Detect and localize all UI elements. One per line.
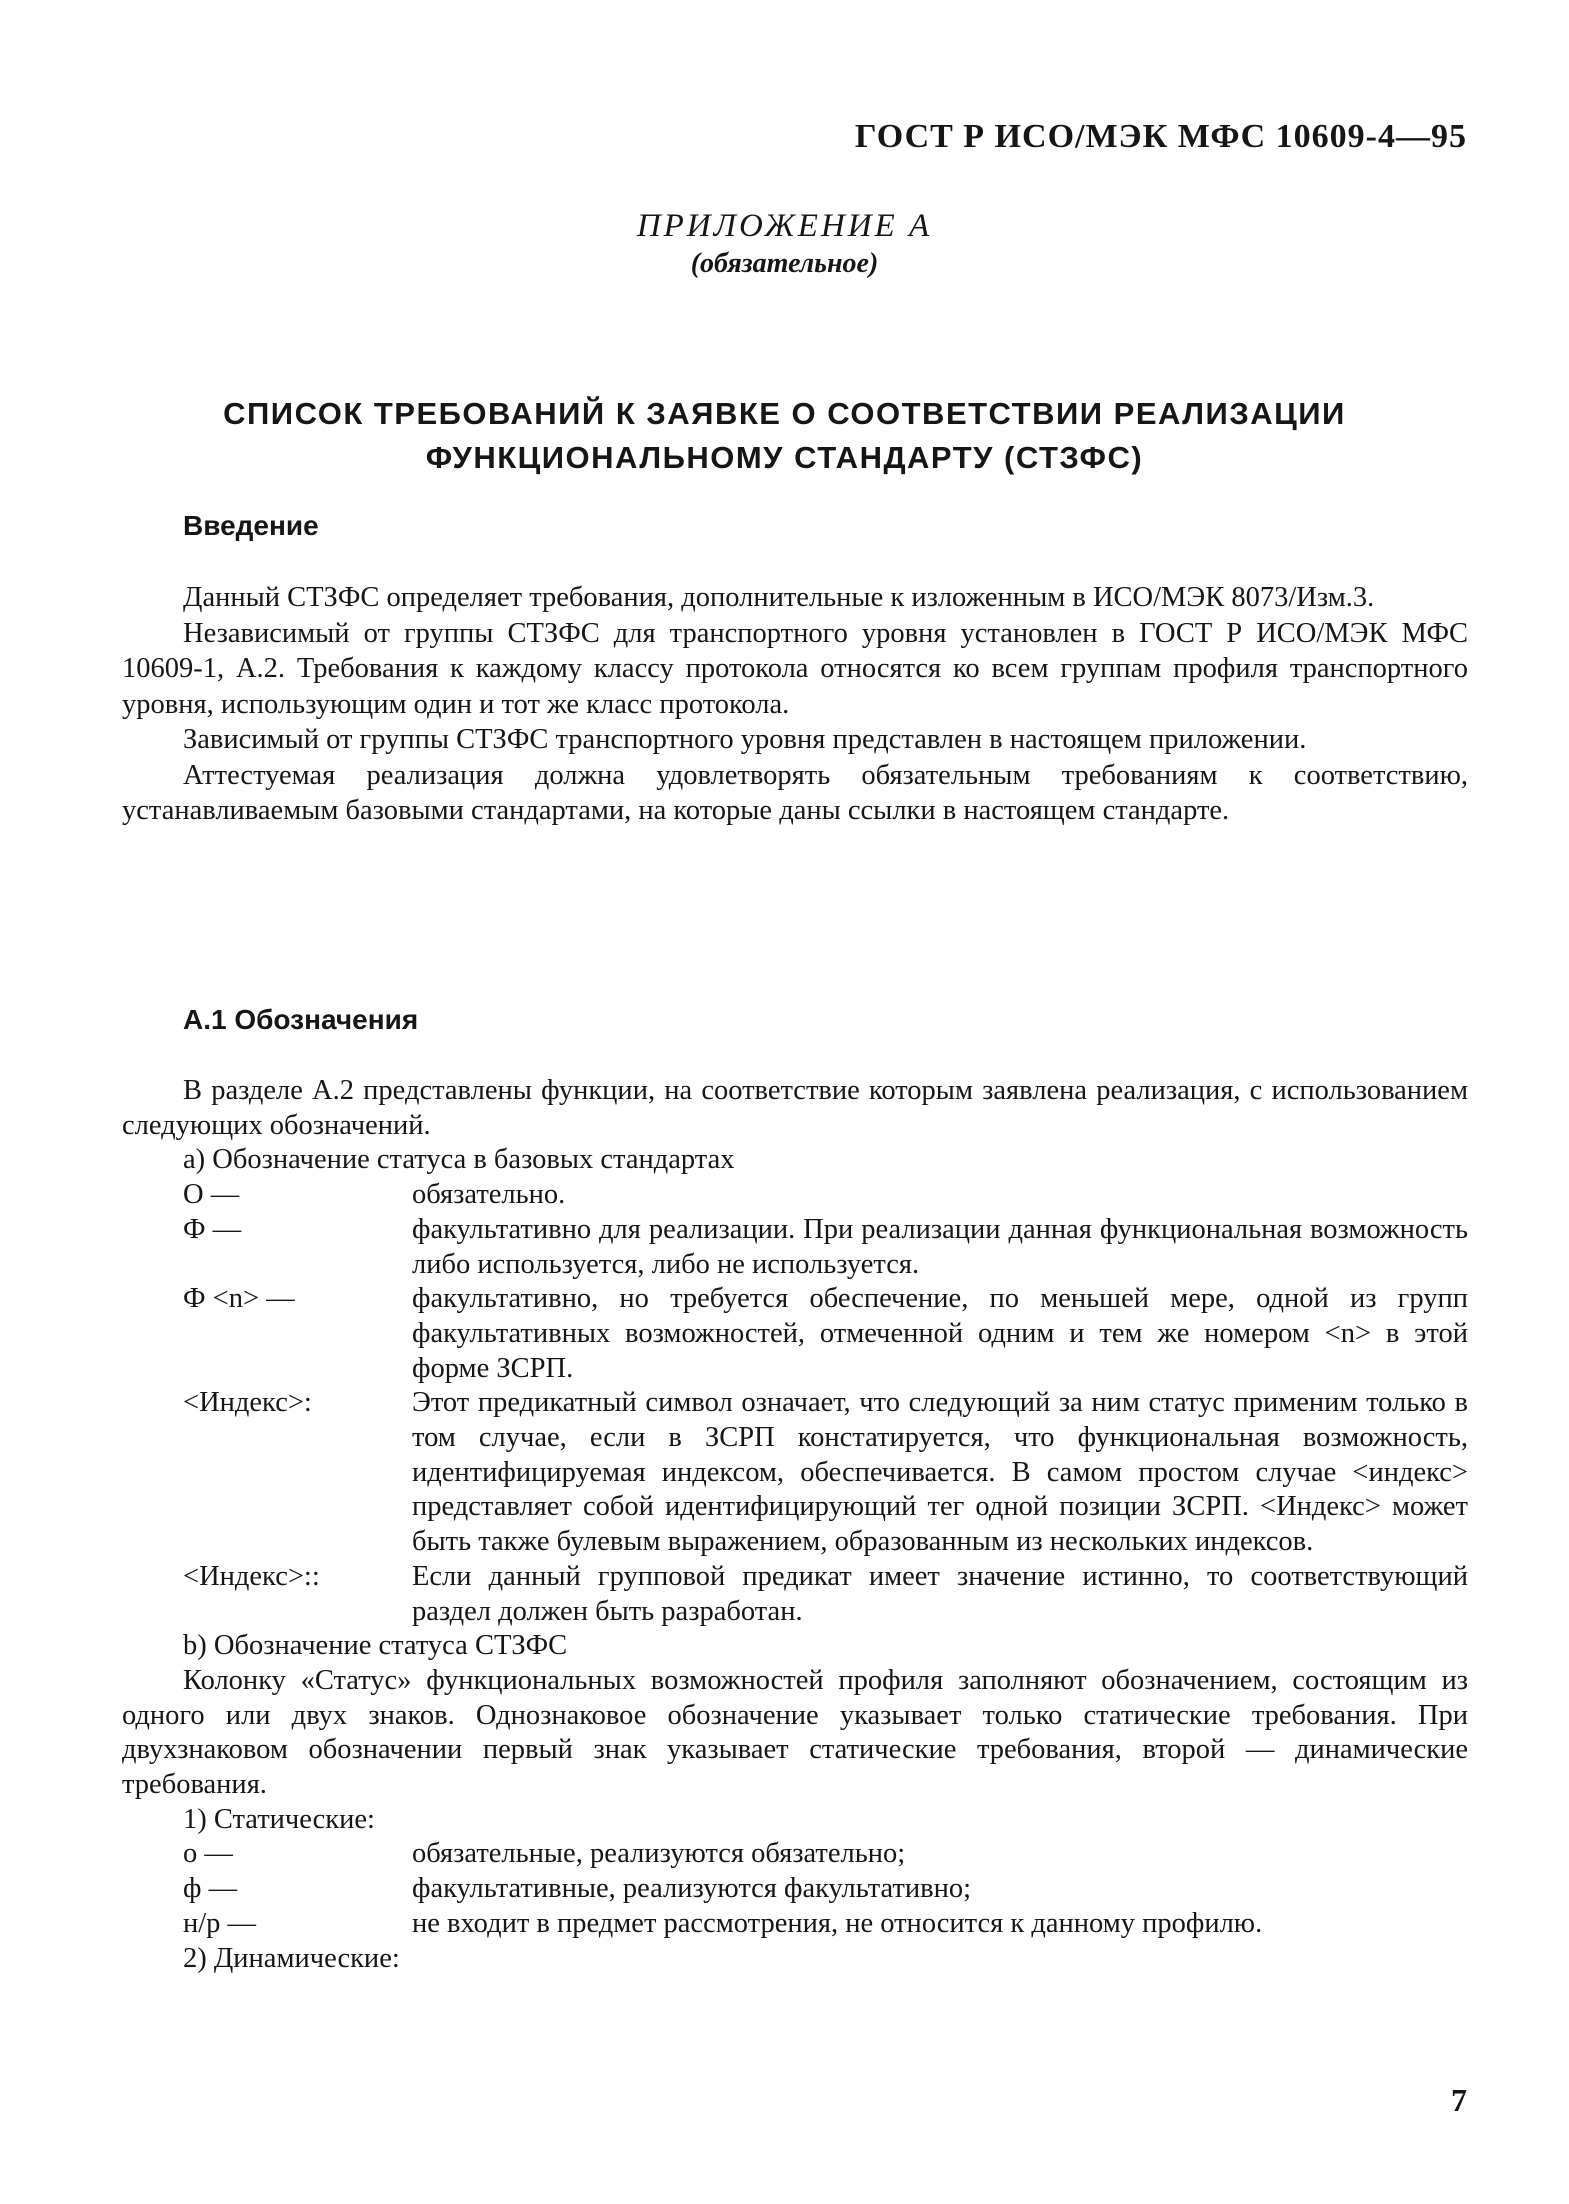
list-item-description: факультативно, но требуется обеспечение, по меньшей мере, одной из групп факультативных возможностей, отмеченной одним и тем же номером <n> в этой форме ЗСРП. — [412, 1283, 1468, 1384]
list-item-description: обязательные, реализуются обязательно; — [412, 1838, 906, 1870]
list-item-term: о — — [183, 1838, 233, 1870]
list-item-term: <Индекс>:: — [183, 1560, 320, 1592]
list-label: b) Обозначение статуса СТЗФС — [183, 1630, 568, 1662]
list-item-term: ф — — [183, 1873, 238, 1905]
paragraph: В разделе А.2 представлены функции, на соответствие которым заявлена реализация, с использованием следующих обозначений. — [122, 1075, 1468, 1141]
list-item — [122, 1213, 1468, 1282]
list-label: а) Обозначение статуса в базовых стандартах — [183, 1144, 735, 1176]
list-item — [122, 1837, 1468, 1872]
document-title-line: ФУНКЦИОНАЛЬНОМУ СТАНДАРТУ (СТЗФС) — [425, 440, 1144, 475]
page-number: 7 — [1451, 2082, 1467, 2118]
list-item-term: Ф <n> — — [183, 1283, 295, 1315]
section-a1-heading: А.1 Обозначения — [183, 1004, 419, 1035]
list-item-term: н/р — — [183, 1907, 257, 1939]
list-item — [122, 1872, 1468, 1907]
document-title-line: СПИСОК ТРЕБОВАНИЙ К ЗАЯВКЕ О СООТВЕТСТВИИ РЕАЛИЗАЦИИ — [223, 396, 1346, 431]
standard-code-header: ГОСТ Р ИСО/МЭК МФС 10609-4—95 — [854, 118, 1467, 155]
document-title — [120, 392, 1449, 480]
list-item — [122, 1386, 1468, 1560]
paragraph: Аттестуемая реализация должна удовлетворять обязательным требованиям к соответствию, устанавливаемым базовыми стандартами, на которые даны ссылки в настоящем стандарте. — [122, 759, 1468, 826]
list-item-description: Если данный групповой предикат имеет значение истинно, то соответствующий раздел должен быть разработан. — [412, 1560, 1468, 1627]
paragraph: Независимый от группы СТЗФС для транспортного уровня установлен в ГОСТ Р ИСО/МЭК МФС 10609-1, А.2. Требования к каждому классу протокола относятся ко всем группам профиля транспортного уровня, использующим один и тот же класс протокола. — [122, 617, 1468, 720]
list-item — [122, 1907, 1468, 1942]
list-item — [122, 1178, 1468, 1213]
list-item-term: Ф — — [183, 1213, 242, 1245]
paragraph: Колонку «Статус» функциональных возможностей профиля заполняют обозначением, состоящим из одного или двух знаков. Однознаковое обозначение указывает только статические требования. При двухзнаковом обозначении первый знак указывает статические требования, второй — динамические требования. — [122, 1664, 1468, 1801]
list-item-term: <Индекс>: — [183, 1387, 312, 1419]
intro-heading: Введение — [183, 510, 319, 541]
designations-list — [122, 1074, 1468, 1976]
list-label: 2) Динамические: — [183, 1942, 400, 1974]
appendix-subtitle: (обязательное) — [690, 248, 879, 279]
paragraph: Зависимый от группы СТЗФС транспортного уровня представлен в настоящем приложении. — [183, 724, 1307, 755]
list-label: 1) Статические: — [183, 1803, 375, 1835]
list-item-description: обязательно. — [412, 1179, 566, 1211]
list-item-description: не входит в предмет рассмотрения, не относится к данному профилю. — [412, 1907, 1263, 1939]
appendix-title: ПРИЛОЖЕНИЕ А — [636, 208, 933, 244]
intro-text — [122, 580, 1468, 829]
paragraph: Данный СТЗФС определяет требования, дополнительные к изложенным в ИСО/МЭК 8073/Изм.3. — [183, 582, 1375, 613]
list-item — [122, 1560, 1468, 1629]
list-item-description: факультативно для реализации. При реализации данная функциональная возможность либо используется, либо не используется. — [412, 1213, 1468, 1280]
list-item — [122, 1282, 1468, 1386]
list-item-description: Этот предикатный символ означает, что следующий за ним статус применим только в том случае, если в ЗСРП констатируется, что функциональная возможность, идентифицируемая индексом, обеспечивается. В самом простом случае <индекс> представляет собой идентифицирующий тег одной позиции ЗСРП. <Индекс> может быть также булевым выражением, образованным из нескольких индексов. — [412, 1387, 1468, 1558]
appendix-label — [0, 206, 1569, 282]
list-item-description: факультативные, реализуются факультативно; — [412, 1873, 971, 1905]
list-item-term: О — — [183, 1179, 240, 1211]
